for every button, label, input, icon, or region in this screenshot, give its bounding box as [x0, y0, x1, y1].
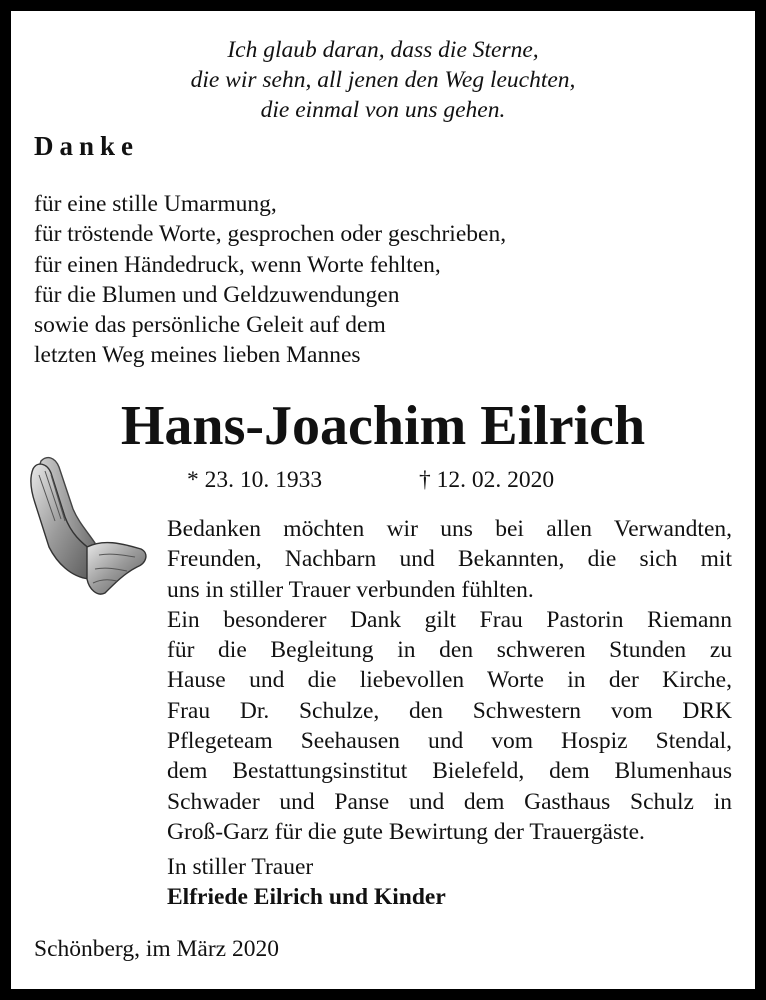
- thanks-line: für tröstende Worte, gesprochen oder geschrieben,: [34, 221, 507, 248]
- mourning-intro: In stiller Trauer: [167, 854, 314, 880]
- thanks-line: sowie das persönliche Geleit auf dem: [34, 312, 386, 339]
- birth-date: * 23. 10. 1933: [187, 467, 323, 493]
- body-line: uns in stiller Trauer verbunden fühlten.: [167, 576, 534, 603]
- deceased-name: Hans-Joachim Eilrich: [120, 395, 646, 457]
- body-line: für die Begleitung in den schweren Stunden zu: [167, 637, 732, 664]
- body-text: [167, 514, 732, 847]
- family-signature: Elfriede Eilrich und Kinder: [167, 884, 446, 910]
- poem-line: die wir sehn, all jenen den Weg leuchten,: [190, 67, 576, 93]
- body-line: Hause und die liebevollen Worte in der Kirche,: [167, 667, 732, 694]
- body-line: Frau Dr. Schulze, den Schwestern vom DRK: [167, 697, 732, 724]
- poem-line: Ich glaub daran, dass die Sterne,: [227, 37, 539, 63]
- body-line: Pflegeteam Seehausen und vom Hospiz Stendal,: [167, 728, 732, 755]
- thanks-line: für die Blumen und Geldzuwendungen: [34, 281, 400, 308]
- body-line: Bedanken möchten wir uns bei allen Verwandten,: [167, 516, 732, 542]
- body-line: Groß-Garz für die gute Bewirtung der Trauergäste.: [167, 818, 645, 845]
- body-line: Schwader und Panse und dem Gasthaus Schulz in: [167, 788, 732, 815]
- place-date: Schönberg, im März 2020: [34, 936, 279, 962]
- body-line: Ein besonderer Dank gilt Frau Pastorin Riemann: [167, 606, 732, 633]
- thanks-line: für einen Händedruck, wenn Worte fehlten,: [34, 251, 441, 278]
- obituary-card: [11, 11, 755, 989]
- death-date: † 12. 02. 2020: [419, 467, 555, 493]
- thanks-list: [34, 189, 506, 371]
- thanks-line: für eine stille Umarmung,: [34, 191, 277, 217]
- poem: [11, 35, 755, 125]
- body-line: Freunden, Nachbarn und Bekannten, die sich mit: [167, 546, 732, 573]
- body-line: dem Bestattungsinstitut Bielefeld, dem Blumenhaus: [167, 758, 732, 785]
- danke-heading: Danke: [34, 131, 140, 161]
- thanks-line: letzten Weg meines lieben Mannes: [34, 342, 361, 369]
- praying-hands-icon: [29, 451, 151, 601]
- poem-line: die einmal von uns gehen.: [260, 97, 506, 123]
